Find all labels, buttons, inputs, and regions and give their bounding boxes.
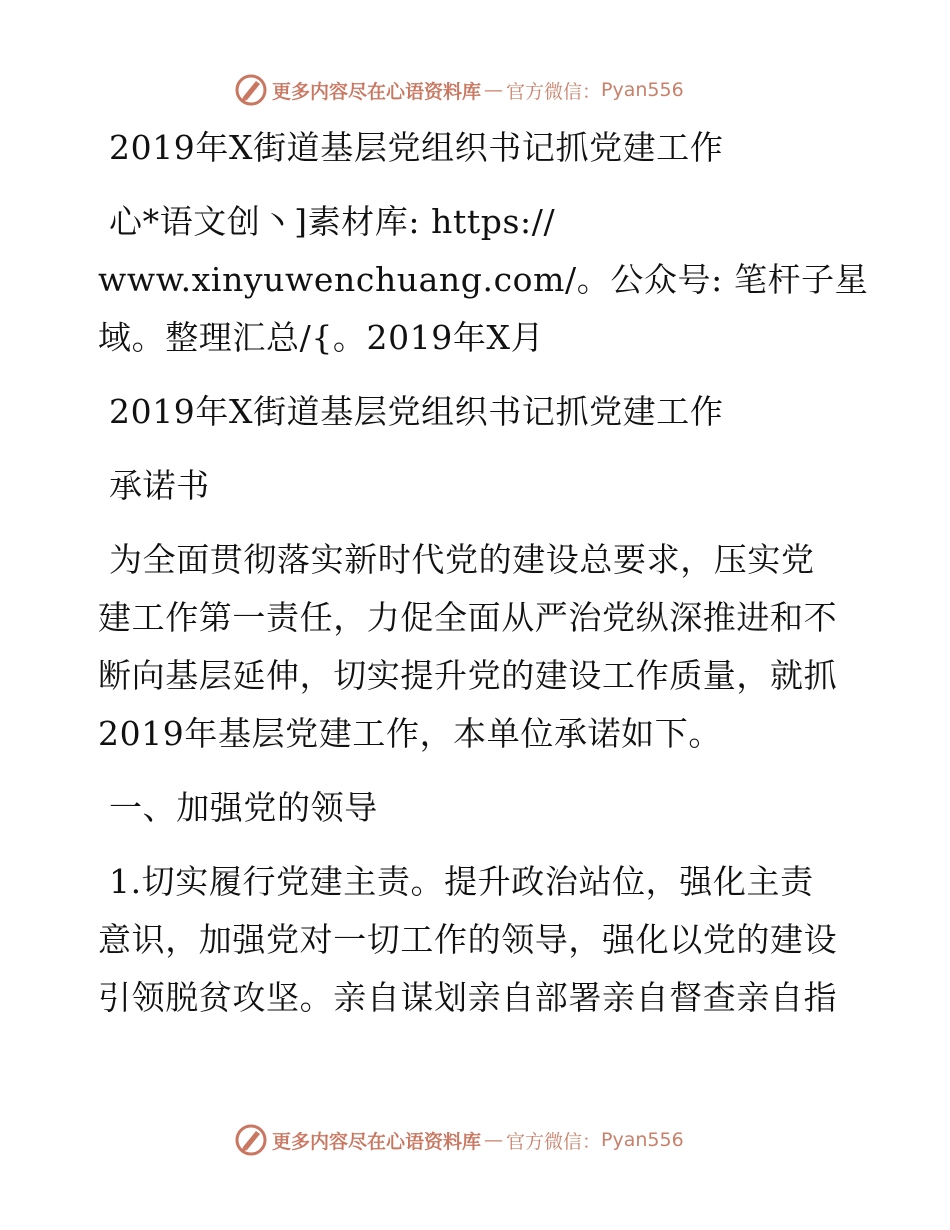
source-line-3: 域。整理汇总/{。2019年X月 [98, 318, 545, 357]
header-watermark [234, 70, 684, 110]
watermark-wechat-id: Pyan556 [601, 1129, 684, 1151]
paragraph-line: 断向基层延伸，切实提升党的建设工作质量，就抓 [98, 656, 838, 695]
watermark-dash: — [484, 1129, 504, 1151]
title-line-2: 2019年X街道基层党组织书记抓党建工作 [109, 392, 724, 431]
pen-logo-icon [234, 1123, 268, 1157]
pen-logo-icon [234, 73, 268, 107]
paragraph-line: 1.切实履行党建主责。提升政治站位，强化主责 [109, 862, 814, 901]
footer-watermark [234, 1120, 684, 1160]
source-line-2: www.xinyuwenchuang.com/。公众号: 笔杆子星 [98, 260, 869, 299]
watermark-tail-text: 官方微信： [506, 80, 602, 103]
paragraph-line: 引领脱贫攻坚。亲自谋划亲自部署亲自督查亲自指 [98, 978, 838, 1017]
paragraph-line: 意识，加强党对一切工作的领导，强化以党的建设 [98, 920, 838, 959]
watermark-wechat-id: Pyan556 [601, 79, 684, 101]
paragraph-line: 为全面贯彻落实新时代党的建设总要求，压实党 [109, 540, 815, 579]
section-heading: 一、加强党的领导 [109, 788, 378, 827]
watermark-dash: — [484, 79, 504, 101]
watermark-main-text: 更多内容尽在心语资料库 [272, 80, 482, 103]
title-line-1: 2019年X街道基层党组织书记抓党建工作 [109, 128, 724, 167]
subtitle-line: 承诺书 [109, 466, 210, 505]
watermark-tail-text: 官方微信： [506, 1130, 602, 1153]
watermark-main-text: 更多内容尽在心语资料库 [272, 1130, 482, 1153]
source-line-1: 心*语文创丶]素材库: https:// [109, 202, 556, 241]
paragraph-line: 建工作第一责任，力促全面从严治党纵深推进和不 [98, 598, 838, 637]
paragraph-line: 2019年基层党建工作，本单位承诺如下。 [98, 714, 722, 753]
